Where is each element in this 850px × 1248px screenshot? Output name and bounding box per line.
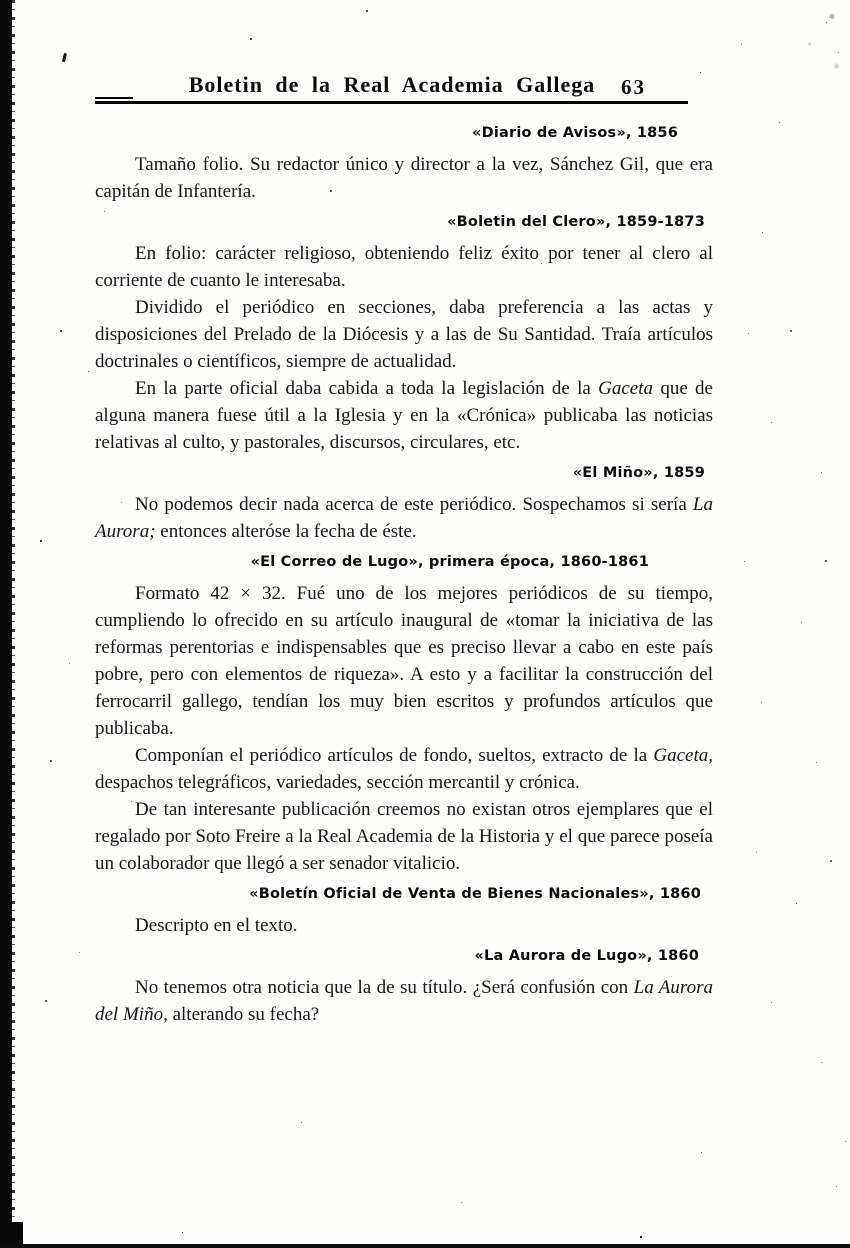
text-run: En folio: carácter religioso, obteniendo feliz éxito por tener al clero al corriente de cuanto le interesaba. <box>95 243 713 291</box>
scan-bottom-edge <box>0 1244 850 1248</box>
entry-heading: «El Miño», 1859 <box>572 465 705 481</box>
scan-noise <box>0 0 2 2</box>
journal-title: Boletin de la Real Academia Gallega <box>188 72 596 97</box>
italic-title: La Aurora; <box>95 494 713 542</box>
scan-binding-bar-edge <box>12 0 15 1246</box>
body-paragraph <box>95 240 713 294</box>
entry-heading: «Diario de Avisos», 1856 <box>472 125 678 141</box>
text-run: En la parte oficial daba cabida a toda la legislación de la <box>135 378 599 399</box>
text-run: entonces alteróse la fecha de éste. <box>155 521 417 542</box>
header-rule-dash <box>95 97 133 99</box>
page-number: 63 <box>621 75 646 99</box>
text-run: que de alguna manera fuese útil a la Iglesia y en la «Crónica» publicaba las noticias relativas al culto, y pastorales, discursos, circulares, etc. <box>95 378 713 453</box>
text-run: Formato 42 × 32. Fué uno de los mejores periódicos de su tiempo, cumpliendo lo ofrecido en su artículo inaugural de «tomar la iniciativa de las reformas perentorias e indispensables que es preciso llevar a cabo en este país pobre, pero con elementos de riqueza». A esto y a facilitar la construcción del ferrocarril gallego, tendían los muy bien escritos y profundos artículos que publicaba. <box>95 583 713 739</box>
entry-heading: «El Correo de Lugo», primera época, 1860-1861 <box>250 554 649 570</box>
body-paragraph <box>95 294 713 375</box>
italic-title: La Aurora del Miño, <box>95 977 713 1025</box>
text-run: despachos telegráficos, variedades, sección mercantil y crónica. <box>95 772 580 793</box>
body-paragraph <box>95 974 713 1028</box>
body-paragraph <box>95 151 713 205</box>
body-paragraph <box>95 491 713 545</box>
body-paragraph <box>95 912 713 939</box>
entry-heading: «Boletín Oficial de Venta de Bienes Nacionales», 1860 <box>249 886 701 902</box>
text-run: Descripto en el texto. <box>135 915 298 936</box>
text-run: Tamaño folio. Su redactor único y director a la vez, Sánchez Gil, que era capitán de Infantería. <box>95 154 713 202</box>
body-paragraph <box>95 580 713 742</box>
entry-heading: «Boletin del Clero», 1859-1873 <box>447 214 705 230</box>
text-run: Dividido el periódico en secciones, daba preferencia a las actas y disposiciones del Prelado de la Diócesis y a las de Su Santidad. Traía artículos doctrinales o científicos, siempre de actualidad. <box>95 297 713 372</box>
scan-bottom-blob <box>0 1222 23 1246</box>
text-run: Componían el periódico artículos de fondo, sueltos, extracto de la <box>135 745 654 766</box>
body-paragraph <box>95 742 713 796</box>
page-body <box>95 116 713 1028</box>
italic-title: Gaceta, <box>653 745 713 766</box>
entry-heading: «La Aurora de Lugo», 1860 <box>474 948 699 964</box>
text-run: No podemos decir nada acerca de este periódico. Sospechamos si sería <box>135 494 693 515</box>
italic-title: Gaceta <box>598 378 654 399</box>
text-run: De tan interesante publicación creemos no existan otros ejemplares que el regalado por Soto Freire a la Real Academia de la Historia y el que parece poseía un colaborador que llegó a ser senador vitalicio. <box>95 799 713 874</box>
body-paragraph <box>95 796 713 877</box>
scan-corner-smudge <box>760 0 850 110</box>
text-run: No tenemos otra noticia que la de su título. ¿Será confusión con <box>135 977 634 998</box>
scan-mark <box>62 53 67 62</box>
header-rule <box>95 101 688 104</box>
body-paragraph <box>95 375 713 456</box>
scan-binding-bar <box>0 0 12 1246</box>
text-run: alterando su fecha? <box>167 1004 320 1025</box>
